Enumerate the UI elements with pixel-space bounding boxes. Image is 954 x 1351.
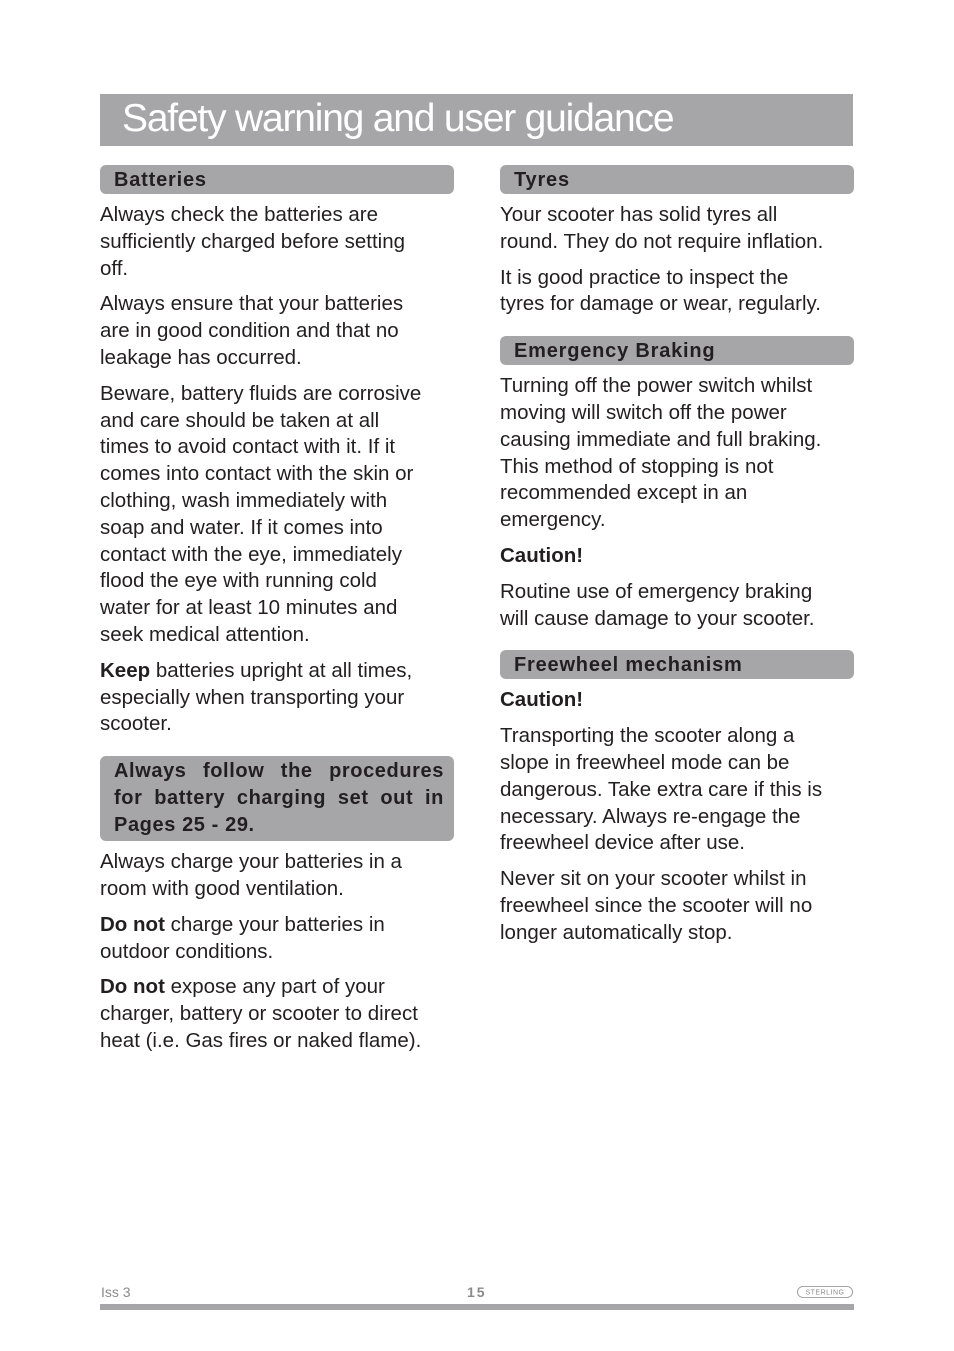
paragraph-never-sit (500, 866, 854, 946)
section-header-tyres: Tyres (500, 165, 854, 194)
text-line: Transporting the scooter along a (500, 724, 795, 748)
text-line: emergency. (500, 508, 606, 532)
section-header-emergency-braking: Emergency Braking (500, 336, 854, 365)
text-line: Always charge your batteries in a (100, 850, 402, 874)
paragraph-direct-heat (100, 974, 454, 1054)
text-line: especially when transporting your (100, 685, 405, 709)
paragraph-check-batteries (100, 202, 454, 282)
section-header-batteries: Batteries (100, 165, 454, 194)
text-line: charger, battery or scooter to direct (100, 1002, 418, 1026)
right-column (500, 165, 854, 947)
paragraph-keep-upright (100, 658, 454, 738)
paragraph-battery-fluids (100, 381, 454, 649)
text-line: flood the eye with running cold (100, 569, 377, 593)
page-title: Safety warning and user guidance (122, 97, 674, 140)
left-column (100, 165, 454, 1055)
paragraph-transporting (500, 723, 854, 857)
text-run: batteries upright at all times, (150, 658, 413, 682)
text-line: times to avoid contact with it. If it (100, 435, 396, 459)
text-line: Routine use of emergency braking (500, 579, 813, 603)
paragraph-power-switch (500, 373, 854, 534)
text-line: moving will switch off the power (500, 400, 787, 424)
text-line: Always ensure that your batteries (100, 292, 404, 316)
paragraph-inspect-tyres (500, 265, 854, 319)
text-line: freewheel since the scooter will no (500, 893, 813, 917)
text-line: room with good ventilation. (100, 876, 344, 900)
text-line: off. (100, 256, 129, 280)
paragraph-ventilation (100, 849, 454, 903)
text-line: slope in freewheel mode can be (500, 750, 790, 774)
text-line: round. They do not require inflation. (500, 229, 824, 253)
emphasis-keep: Keep (100, 658, 151, 682)
footer-rule (100, 1304, 854, 1310)
text-line: leakage has occurred. (100, 345, 302, 369)
section-header-freewheel: Freewheel mechanism (500, 650, 854, 679)
text-line: dangerous. Take extra care if this is (500, 777, 823, 801)
paragraph-routine-braking (500, 579, 854, 633)
procedure-notice-box: Always follow the procedures for battery charging set out in Pages 25 - 29. (100, 756, 454, 841)
text-line (100, 658, 454, 685)
paragraph-outdoor (100, 912, 454, 966)
text-line: This method of stopping is not (500, 454, 774, 478)
text-line: longer automatically stop. (500, 920, 733, 944)
page-number: 15 (467, 1284, 487, 1300)
text-line: water for at least 10 minutes and (100, 596, 398, 620)
text-line: clothing, wash immediately with (100, 488, 388, 512)
text-line: Your scooter has solid tyres all (500, 203, 778, 226)
paragraph-solid-tyres (500, 202, 854, 256)
text-line: causing immediate and full braking. (500, 427, 822, 451)
text-line: are in good condition and that no (100, 319, 399, 343)
text-line: tyres for damage or wear, regularly. (500, 292, 821, 316)
text-line: contact with the eye, immediately (100, 542, 402, 566)
caution-label: Caution! (500, 543, 584, 567)
text-line: heat (i.e. Gas fires or naked flame). (100, 1028, 422, 1052)
text-line: necessary. Always re-engage the (500, 804, 801, 828)
text-line (100, 974, 454, 1001)
text-line: and care should be taken at all (100, 408, 380, 432)
caution-label: Caution! (500, 688, 584, 712)
text-line: It is good practice to inspect the (500, 265, 789, 289)
text-line: sufficiently charged before setting (100, 229, 406, 253)
text-line: freewheel device after use. (500, 831, 745, 855)
text-line: soap and water. If it comes into (100, 515, 383, 539)
svg-text:STERLING: STERLING (805, 1289, 845, 1297)
emphasis-do-not: Do not (100, 912, 165, 936)
sterling-logo (797, 1286, 853, 1298)
text-line: scooter. (100, 712, 172, 736)
text-line: recommended except in an (500, 481, 748, 505)
text-line: Beware, battery fluids are corrosive (100, 381, 422, 405)
text-line: Always check the batteries are (100, 203, 379, 226)
emphasis-do-not: Do not (100, 975, 165, 999)
text-run: expose any part of your (164, 975, 385, 999)
text-line: Never sit on your scooter whilst in (500, 867, 807, 891)
issue-label: Iss 3 (101, 1284, 131, 1300)
text-run: charge your batteries in (164, 912, 385, 936)
paragraph-battery-condition (100, 291, 454, 371)
text-line: Turning off the power switch whilst (500, 374, 813, 398)
text-line: outdoor conditions. (100, 939, 274, 963)
page-title-bar (100, 94, 853, 146)
text-line: seek medical attention. (100, 622, 310, 646)
text-line: will cause damage to your scooter. (500, 606, 815, 630)
text-line: comes into contact with the skin or (100, 462, 414, 486)
text-line (100, 912, 454, 939)
